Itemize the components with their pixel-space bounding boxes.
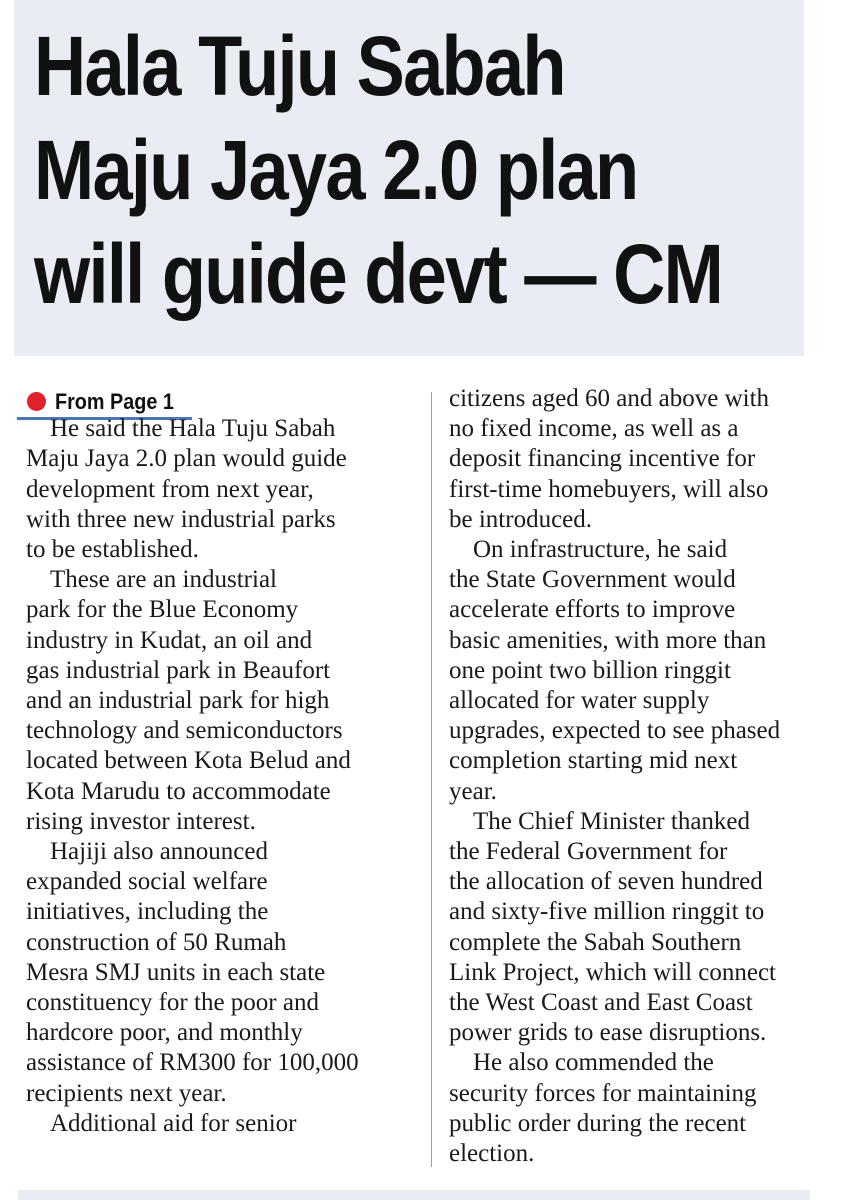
body-line: park for the Blue Economy	[26, 596, 299, 624]
body-line: allocated for water supply	[449, 687, 710, 715]
body-line: to be established.	[26, 536, 199, 564]
body-line: public order during the recent	[449, 1109, 747, 1137]
body-line: These are an industrial	[50, 566, 277, 594]
body-line: the allocation of seven hundred	[449, 868, 763, 896]
body-line: first-time homebuyers, will also	[449, 475, 769, 503]
body-line: Mesra SMJ units in each state	[26, 958, 326, 986]
body-line: accelerate efforts to improve	[449, 596, 736, 624]
body-line: complete the Sabah Southern	[449, 928, 742, 956]
body-line: assistance of RM300 for 100,000	[26, 1049, 359, 1077]
body-line: the West Coast and East Coast	[449, 989, 753, 1017]
headline-line-1: Hala Tuju Sabah	[34, 19, 565, 113]
column-divider	[431, 392, 432, 1167]
headline-box	[14, 0, 804, 356]
body-line: constituency for the poor and	[26, 989, 319, 1017]
body-line: Kota Marudu to accommodate	[26, 777, 331, 805]
right-column	[449, 384, 841, 1169]
body-line: development from next year,	[26, 475, 314, 503]
body-line: hardcore poor, and monthly	[26, 1019, 303, 1047]
body-line: located between Kota Belud and	[26, 747, 351, 775]
body-line: He said the Hala Tuju Sabah	[50, 415, 336, 443]
body-line: The Chief Minister thanked	[473, 807, 751, 835]
body-line: one point two billion ringgit	[449, 656, 731, 684]
body-line: be introduced.	[449, 505, 593, 533]
body-line: recipients next year.	[26, 1079, 227, 1107]
body-line: the Federal Government for	[449, 838, 728, 866]
body-line: and sixty-five million ringgit to	[449, 898, 765, 926]
body-line: with three new industrial parks	[26, 505, 336, 533]
body-line: citizens aged 60 and above with	[449, 385, 770, 412]
body-line: the State Government would	[449, 566, 736, 594]
body-line: rising investor interest.	[26, 807, 256, 835]
body-line: expanded social welfare	[26, 868, 268, 896]
body-line: He also commended the	[473, 1049, 714, 1077]
body-line: initiatives, including the	[26, 898, 269, 926]
body-line: Additional aid for senior	[50, 1109, 297, 1137]
body-line: gas industrial park in Beaufort	[26, 656, 331, 684]
from-page-label: From Page 1	[55, 388, 174, 414]
body-line: and an industrial park for high	[26, 687, 330, 715]
headline-line-2: Maju Jaya 2.0 plan	[34, 123, 638, 217]
headline-line-3: will guide devt — CM	[34, 227, 723, 321]
body-line: power grids to ease disruptions.	[449, 1019, 767, 1047]
body-line: industry in Kudat, an oil and	[26, 626, 313, 654]
body-line: completion starting mid next	[449, 747, 738, 775]
bottom-band	[18, 1190, 810, 1200]
body-line: year.	[449, 777, 497, 805]
left-column	[26, 384, 406, 1139]
body-line: upgrades, expected to see phased	[449, 717, 781, 745]
body-line: no fixed income, as well as a	[449, 415, 739, 443]
body-line: security forces for maintaining	[449, 1079, 757, 1107]
body-line: deposit financing incentive for	[449, 445, 756, 473]
body-line: technology and semiconductors	[26, 717, 343, 745]
body-line: construction of 50 Rumah	[26, 928, 287, 956]
body-line: Link Project, which will connect	[449, 958, 777, 986]
body-line: basic amenities, with more than	[449, 626, 767, 654]
body-line: Maju Jaya 2.0 plan would guide	[26, 445, 347, 473]
body-line: election.	[449, 1140, 535, 1168]
body-line: Hajiji also announced	[50, 838, 268, 866]
body-line: On infrastructure, he said	[473, 536, 728, 564]
